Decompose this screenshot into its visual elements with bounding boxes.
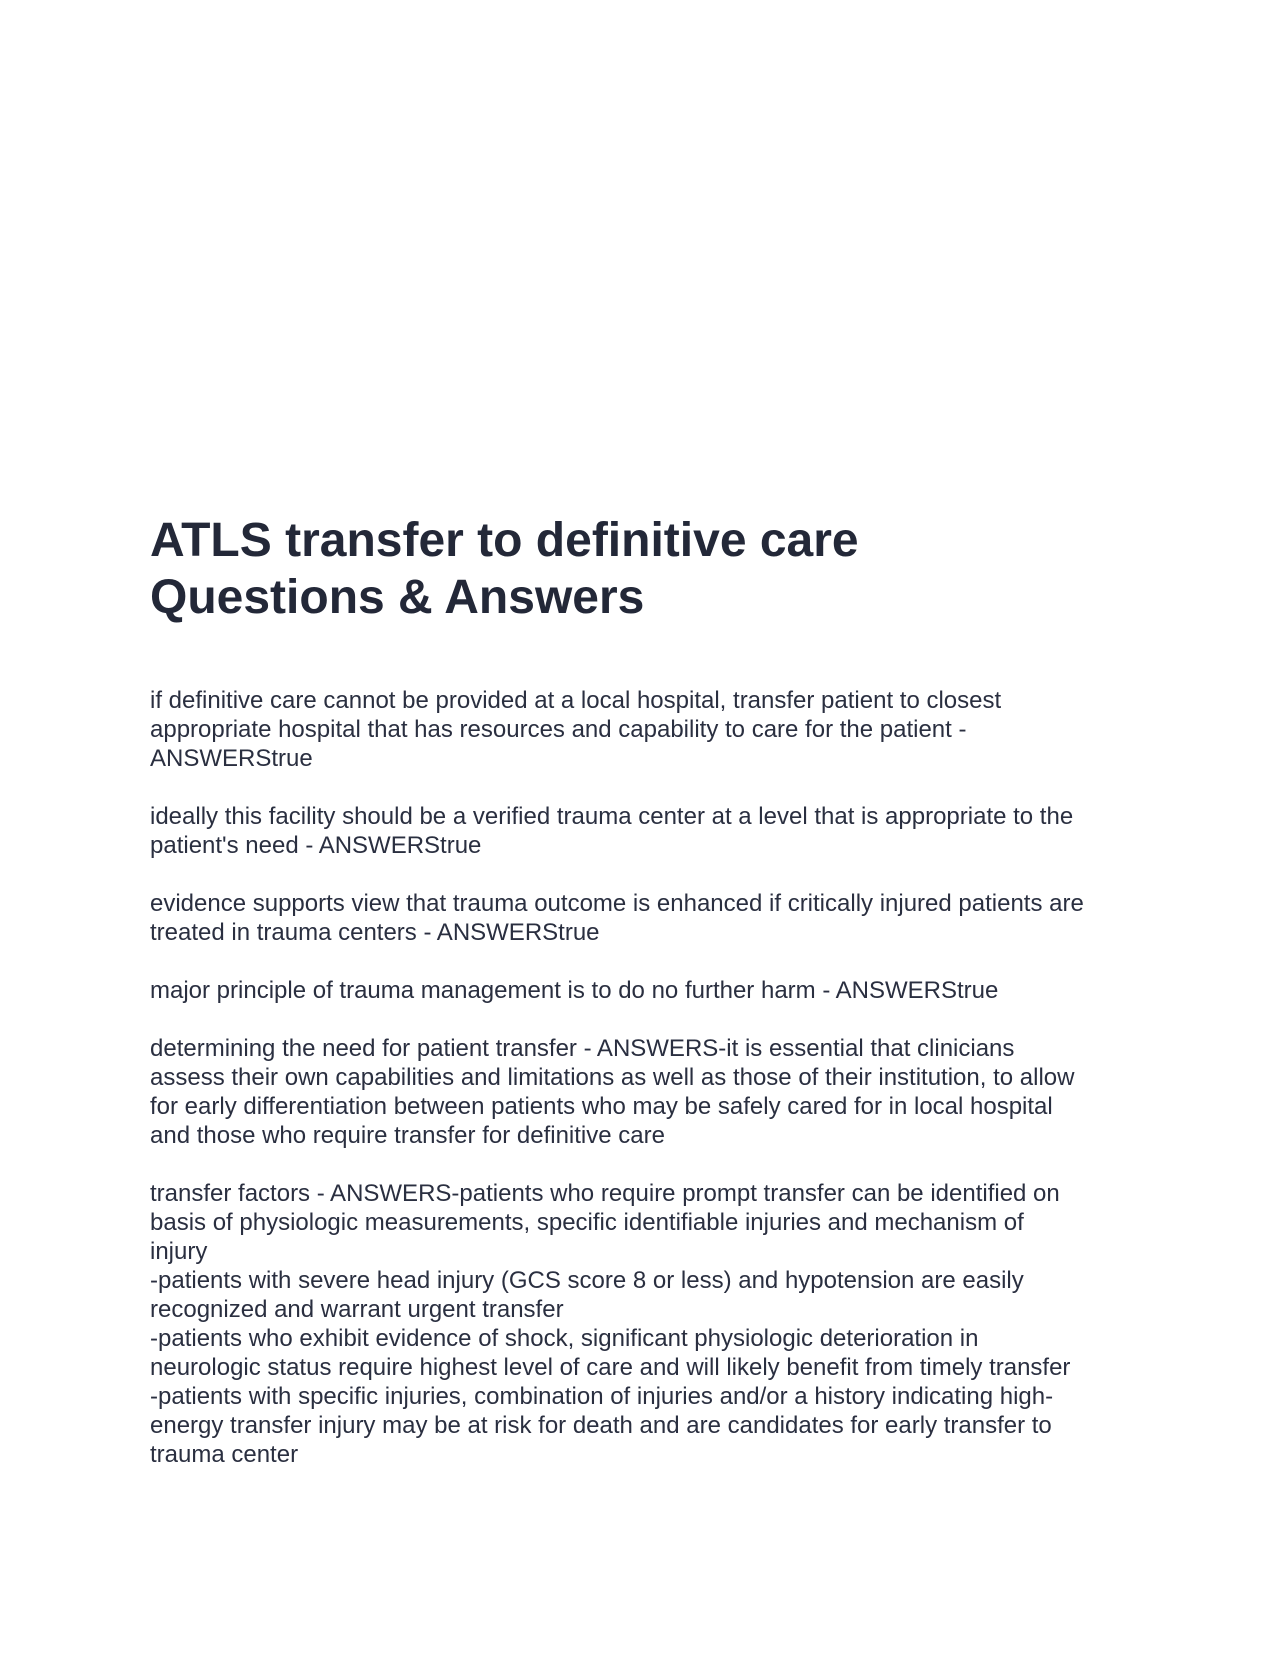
qa-line: -patients who exhibit evidence of shock, significant physiologic deterioration in: [150, 1325, 979, 1352]
document-title: [150, 512, 1140, 626]
qa-line: neurologic status require highest level of care and will likely benefit from timely transfer: [150, 1354, 1071, 1381]
qa-line: ideally this facility should be a verified trauma center at a level that is appropriate to the: [150, 803, 1074, 830]
qa-item: [150, 686, 1140, 773]
qa-line: and those who require transfer for definitive care: [150, 1122, 665, 1149]
qa-line: trauma center: [150, 1441, 299, 1468]
title-line: Questions & Answers: [150, 571, 645, 624]
qa-line: treated in trauma centers - ANSWERStrue: [150, 919, 600, 946]
qa-item: [150, 1179, 1140, 1469]
qa-line: if definitive care cannot be provided at a local hospital, transfer patient to closest: [150, 687, 1002, 714]
qa-line: patient's need - ANSWERStrue: [150, 832, 482, 859]
qa-line: basis of physiologic measurements, specific identifiable injuries and mechanism of: [150, 1209, 1024, 1236]
qa-line: injury: [150, 1238, 208, 1265]
qa-line: major principle of trauma management is to do no further harm - ANSWERStrue: [150, 977, 999, 1004]
title-line: ATLS transfer to definitive care: [150, 514, 859, 567]
qa-item: [150, 802, 1140, 860]
qa-line: recognized and warrant urgent transfer: [150, 1296, 564, 1323]
qa-line: energy transfer injury may be at risk for death and are candidates for early transfer to: [150, 1412, 1052, 1439]
qa-item: [150, 1034, 1140, 1150]
qa-line: for early differentiation between patients who may be safely cared for in local hospital: [150, 1093, 1053, 1120]
qa-line: ANSWERStrue: [150, 745, 313, 772]
qa-item: [150, 889, 1140, 947]
qa-line: -patients with specific injuries, combination of injuries and/or a history indicating high-: [150, 1383, 1054, 1410]
qa-item: [150, 976, 1140, 1005]
qa-line: evidence supports view that trauma outcome is enhanced if critically injured patients are: [150, 890, 1084, 917]
qa-line: transfer factors - ANSWERS-patients who require prompt transfer can be identified on: [150, 1180, 1060, 1207]
document-content: [150, 512, 1140, 1498]
qa-line: determining the need for patient transfer - ANSWERS-it is essential that clinicians: [150, 1035, 1015, 1062]
qa-line: assess their own capabilities and limitations as well as those of their institution, to allow: [150, 1064, 1075, 1091]
qa-line: appropriate hospital that has resources and capability to care for the patient -: [150, 716, 967, 743]
qa-list: [150, 686, 1140, 1469]
qa-line: -patients with severe head injury (GCS score 8 or less) and hypotension are easily: [150, 1267, 1024, 1294]
